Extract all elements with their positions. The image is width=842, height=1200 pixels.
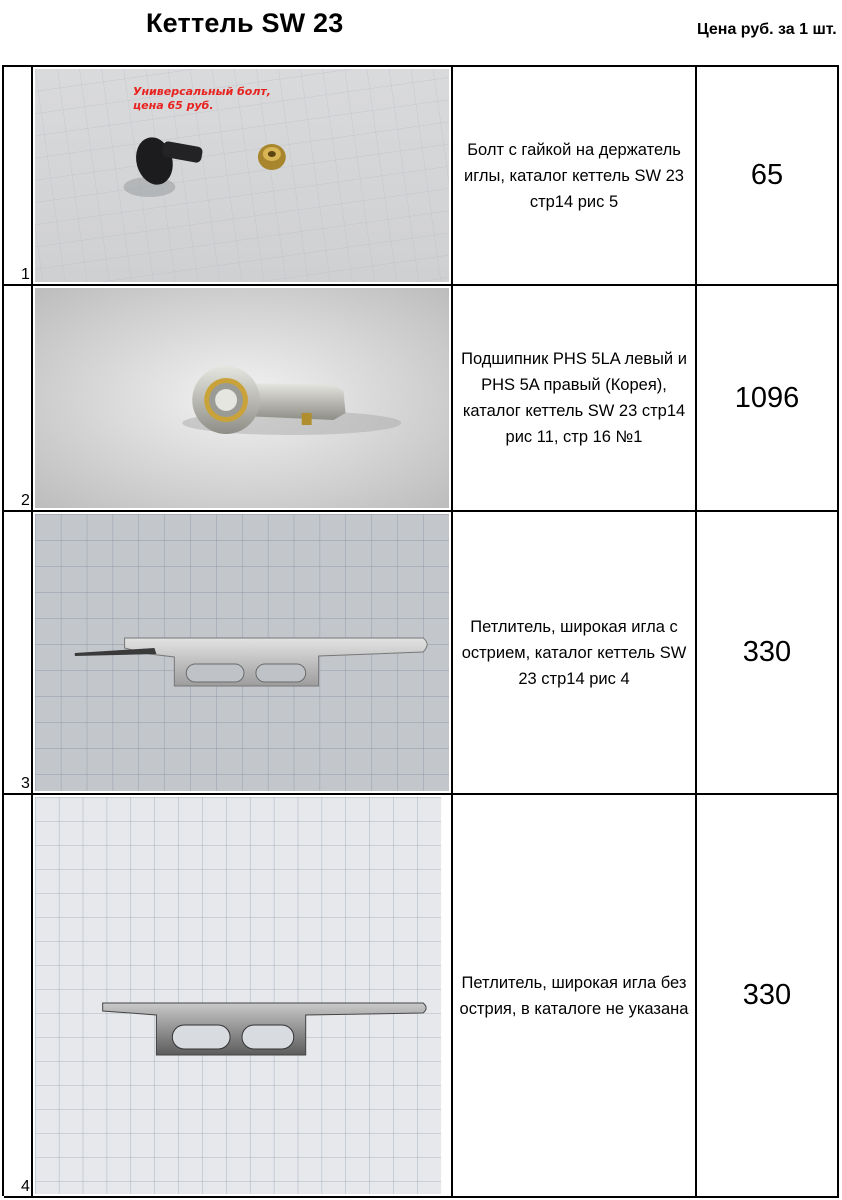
description-cell: Болт с гайкой на держатель иглы, каталог кеттель SW 23 стр14 рис 5 xyxy=(453,67,697,286)
table-row xyxy=(4,795,839,1198)
row-number-cell xyxy=(4,67,33,286)
photo-cell xyxy=(33,795,453,1198)
price-column-heading: Цена руб. за 1 шт. xyxy=(697,21,837,38)
row-number: 4 xyxy=(21,1178,30,1195)
row-number: 2 xyxy=(21,492,30,509)
table-row xyxy=(4,286,839,512)
description-cell: Петлитель, широкая игла без острия, в каталоге не указана xyxy=(453,795,697,1198)
page-title: Кеттель SW 23 xyxy=(146,8,344,38)
row-number: 1 xyxy=(21,266,30,283)
bearing-photo xyxy=(35,288,449,508)
parts-table xyxy=(2,65,839,1196)
photo-cell xyxy=(33,512,453,795)
row-number: 3 xyxy=(21,775,30,792)
price-cell: 330 xyxy=(697,795,839,1198)
looper-with-point-photo xyxy=(35,514,449,791)
row-number-cell xyxy=(4,286,33,512)
table-row xyxy=(4,67,839,286)
description-cell: Подшипник PHS 5LA левый и PHS 5A правый (Корея), каталог кеттель SW 23 стр14 рис 11, стр 16 №1 xyxy=(453,286,697,512)
price-cell: 330 xyxy=(697,512,839,795)
photo-cell xyxy=(33,67,453,286)
looper-without-point-photo xyxy=(35,797,449,1194)
row-number-cell xyxy=(4,795,33,1198)
photo-cell xyxy=(33,286,453,512)
description-cell: Петлитель, широкая игла с острием, каталог кеттель SW 23 стр14 рис 4 xyxy=(453,512,697,795)
bolt-nut-photo xyxy=(35,69,449,282)
row-number-cell xyxy=(4,512,33,795)
photo-caption: Универсальный болт, цена 65 руб. xyxy=(133,85,271,112)
price-cell: 65 xyxy=(697,67,839,286)
table-row xyxy=(4,512,839,795)
price-cell: 1096 xyxy=(697,286,839,512)
